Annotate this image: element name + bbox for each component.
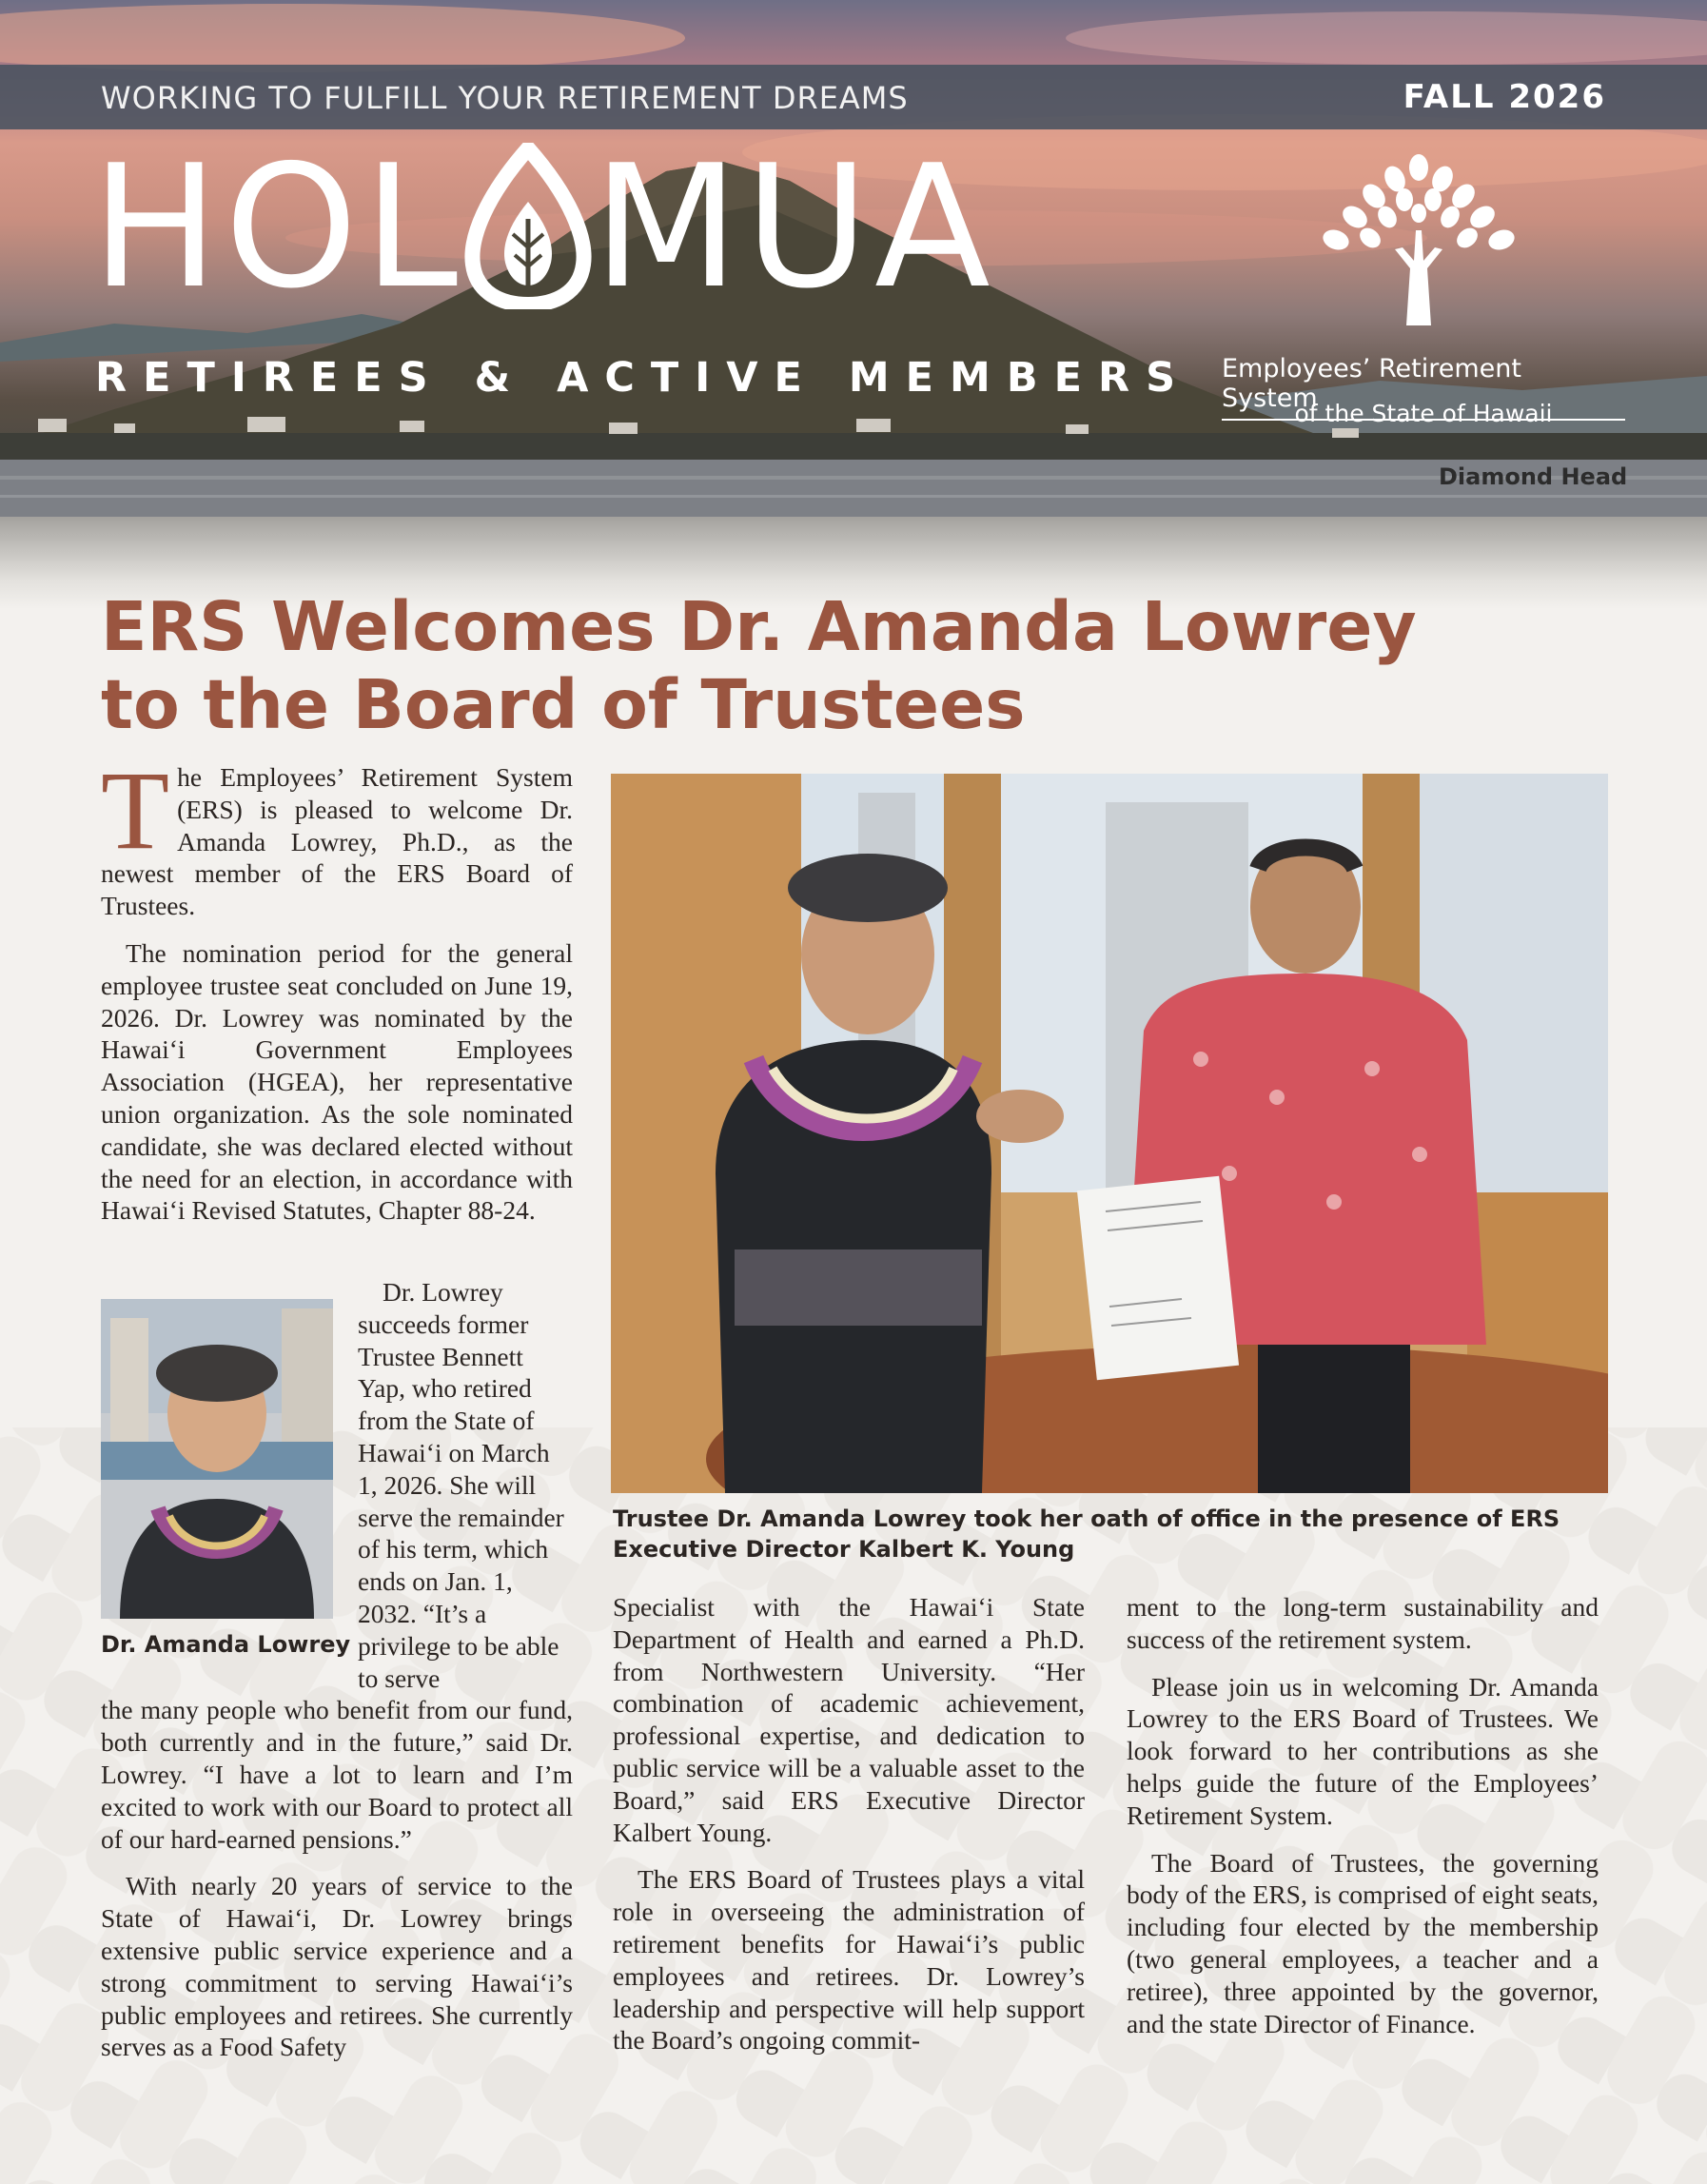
photo-location-label: Diamond Head — [1439, 463, 1628, 490]
column-3 — [1127, 1591, 1599, 2055]
paragraph-board-role: The ERS Board of Trustees plays a vital role in overseeing the administration of retirement benefits for Hawai‘i’s public employees and retirees. Dr. Lowrey’s leadership and perspective will help support the Board’s ongoing commit- — [613, 1864, 1085, 2056]
oath-ceremony-photo — [611, 774, 1608, 1493]
column-1 — [101, 748, 573, 1242]
masthead-subtitle: RETIREES & ACTIVE MEMBERS — [95, 354, 1192, 402]
portrait-caption: Dr. Amanda Lowrey — [101, 1631, 351, 1658]
org-state: of the State of Hawaii — [1294, 400, 1553, 427]
masthead-right: MUA — [593, 128, 996, 325]
paragraph-welcome: Please join us in welcoming Dr. Amanda Lowrey to the ERS Board of Trustees. We look forward to her contributions as she helps guide the future of the Employees’ Retirement System. — [1127, 1671, 1599, 1830]
main-photo-caption: Trustee Dr. Amanda Lowrey took her oath of office in the presence of ERS Executive Director Kalbert K. Young — [613, 1505, 1560, 1563]
article-headline — [101, 588, 1433, 744]
tagline: WORKING TO FULFILL YOUR RETIREMENT DREAMS — [101, 80, 909, 116]
issue-date: FALL 2026 — [1403, 78, 1606, 116]
paragraph-credentials: Specialist with the Hawai‘i State Department of Health and earned a Ph.D. from Northwestern University. “Her combination of academic achievement, professional expertise, and dedication to public service will be a valuable asset to the Board,” said ERS Executive Director Kalbert Young. — [613, 1592, 1085, 1847]
paragraph-nomination: The nomination period for the general employee trustee seat concluded on June 19, 2026. Dr. Lowrey was nominated by the Hawai‘i Government Employees Association (HGEA), her representative union organization. As the sole nominated candidate, she was declared elected without the need for an election, in accordance with Hawai‘i Revised Statutes, Chapter 88-24. — [101, 937, 573, 1226]
leaf-icon — [463, 143, 593, 309]
org-name: Employees’ Retirement System — [1222, 354, 1625, 421]
paragraph-intro: he Employees’ Retirement System (ERS) is pleased to welcome Dr. Amanda Lowrey, Ph.D., as the newest member of the ERS Board of Trustees. — [101, 762, 573, 921]
paragraph-sustainability: ment to the long-term sustainability and success of the retirement system. — [1127, 1592, 1599, 1654]
paragraph-quote: the many people who benefit from our fund, both currently and in the future,” said Dr. Lowrey. “I have a lot to learn and I’m excited to work with our Board to protect all of our hard-earned pensions.” — [101, 1695, 573, 1854]
hero-banner — [0, 0, 1707, 609]
column-2 — [613, 1591, 1085, 2072]
paragraph-board-composition: The Board of Trustees, the governing body of the ERS, is comprised of eight seats, including four elected by the membership (two general employees, a teacher and a retiree), three appointed by the governor, and the state Director of Finance. — [1127, 1847, 1599, 2038]
headline-line-2: to the Board of Trustees — [101, 665, 1026, 744]
masthead-left: HOL — [91, 128, 464, 325]
tree-logo-icon — [1304, 154, 1532, 325]
paragraph-succession: Dr. Lowrey succeeds former Trustee Bennett Yap, who retired from the State of Hawai‘i on March 1, 2026. She will serve the remainder of his term, which ends on Jan. 1, 2032. “It’s a privilege to be able to serve — [358, 1277, 564, 1693]
portrait-photo — [101, 1299, 333, 1619]
masthead-title — [91, 128, 996, 325]
drop-cap: T — [101, 748, 170, 873]
headline-line-1: ERS Welcomes Dr. Amanda Lowrey — [101, 587, 1417, 666]
paragraph-experience: With nearly 20 years of service to the State of Hawai‘i, Dr. Lowrey brings extensive public service experience and a strong commitment to serving Hawai‘i’s public employees and retirees. She currently serves as a Food Safety — [101, 1871, 573, 2062]
